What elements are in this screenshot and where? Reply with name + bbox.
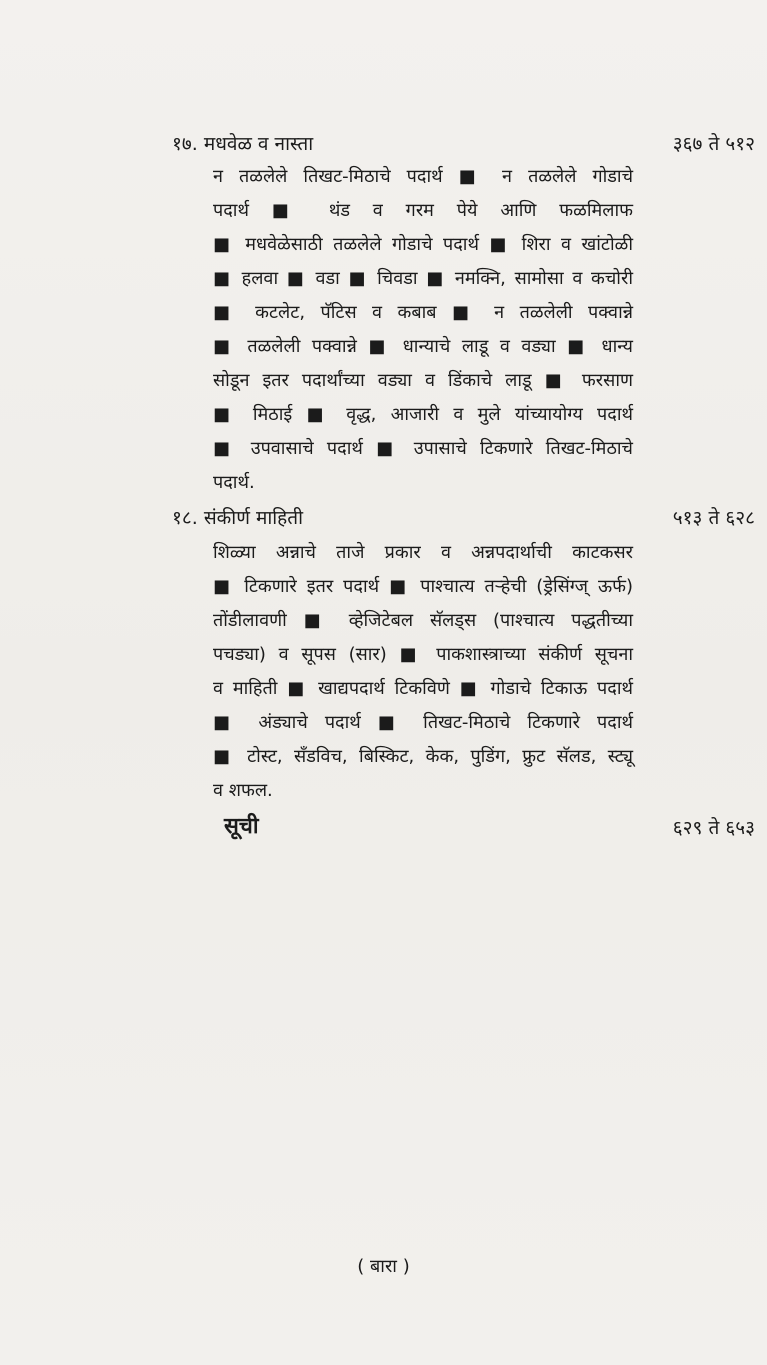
chapter-17-line: ■ हलवा ■ वडा ■ चिवडा ■ नमक्नि, सामोसा व कचोरी [213, 268, 633, 289]
chapter-17-line: ■ मिठाई ■ वृद्ध, आजारी व मुले यांच्यायोग्य पदार्थ [213, 404, 633, 425]
chapter-18-line: व माहिती ■ खाद्यपदार्थ टिकविणे ■ गोडाचे टिकाऊ पदार्थ [213, 678, 633, 699]
chapter-17-line: ■ मधवेळेसाठी तळलेले गोडाचे पदार्थ ■ शिरा व खांटोळी [213, 234, 633, 255]
chapter-17-line: सोडून इतर पदार्थांच्या वड्या व डिंकाचे लाडू ■ फरसाण [213, 370, 633, 391]
chapter-17-line: पदार्थ ■ थंड व गरम पेये आणि फळमिलाफ [213, 200, 633, 221]
chapter-18-line: व शफल. [213, 780, 273, 801]
page-number: ( बारा ) [357, 1256, 410, 1277]
index-page-range: ६२९ ते ६५३ [672, 817, 755, 839]
index-heading: सूची [224, 814, 259, 839]
chapter-17-line: ■ कटलेट, पॅटिस व कबाब ■ न तळलेली पक्वान्ने [213, 302, 633, 323]
chapter-17-line: पदार्थ. [213, 472, 255, 493]
chapter-17-contents [213, 160, 633, 500]
chapter-18-line: शिळ्या अन्नाचे ताजे प्रकार व अन्नपदार्थाची काटकसर [213, 542, 633, 563]
chapter-18-line: ■ टोस्ट, सँडविच, बिस्किट, केक, पुडिंग, फ्रुट सॅलड, स्ट्यू [213, 746, 633, 767]
chapter-17-page-range: ३६७ ते ५१२ [672, 133, 755, 155]
chapter-18-page-range: ५१३ ते ६२८ [672, 507, 755, 529]
chapter-18-line: तोंडीलावणी ■ व्हेजिटेबल सॅलड्स (पाश्चात्य पद्धतीच्या [213, 610, 633, 631]
chapter-18-line: ■ अंड्याचे पदार्थ ■ तिखट-मिठाचे टिकणारे पदार्थ [213, 712, 633, 733]
chapter-17-line: न तळलेले तिखट-मिठाचे पदार्थ ■ न तळलेले गोडाचे [213, 166, 633, 187]
chapter-18-line: ■ टिकणारे इतर पदार्थ ■ पाश्चात्य तऱ्हेची (ड्रेसिंग्ज् ऊर्फ) [213, 576, 633, 597]
chapter-18-heading: १८. संकीर्ण माहिती [172, 507, 304, 529]
chapter-18-contents [213, 536, 633, 808]
chapter-17-heading: १७. मधवेळ व नास्ता [172, 133, 314, 155]
chapter-17-line: ■ उपवासाचे पदार्थ ■ उपासाचे टिकणारे तिखट-मिठाचे [213, 438, 633, 459]
chapter-17-line: ■ तळलेली पक्वान्ने ■ धान्याचे लाडू व वड्या ■ धान्य [213, 336, 633, 357]
chapter-18-line: पचड्या) व सूपस (सार) ■ पाकशास्त्राच्या संकीर्ण सूचना [213, 644, 633, 665]
